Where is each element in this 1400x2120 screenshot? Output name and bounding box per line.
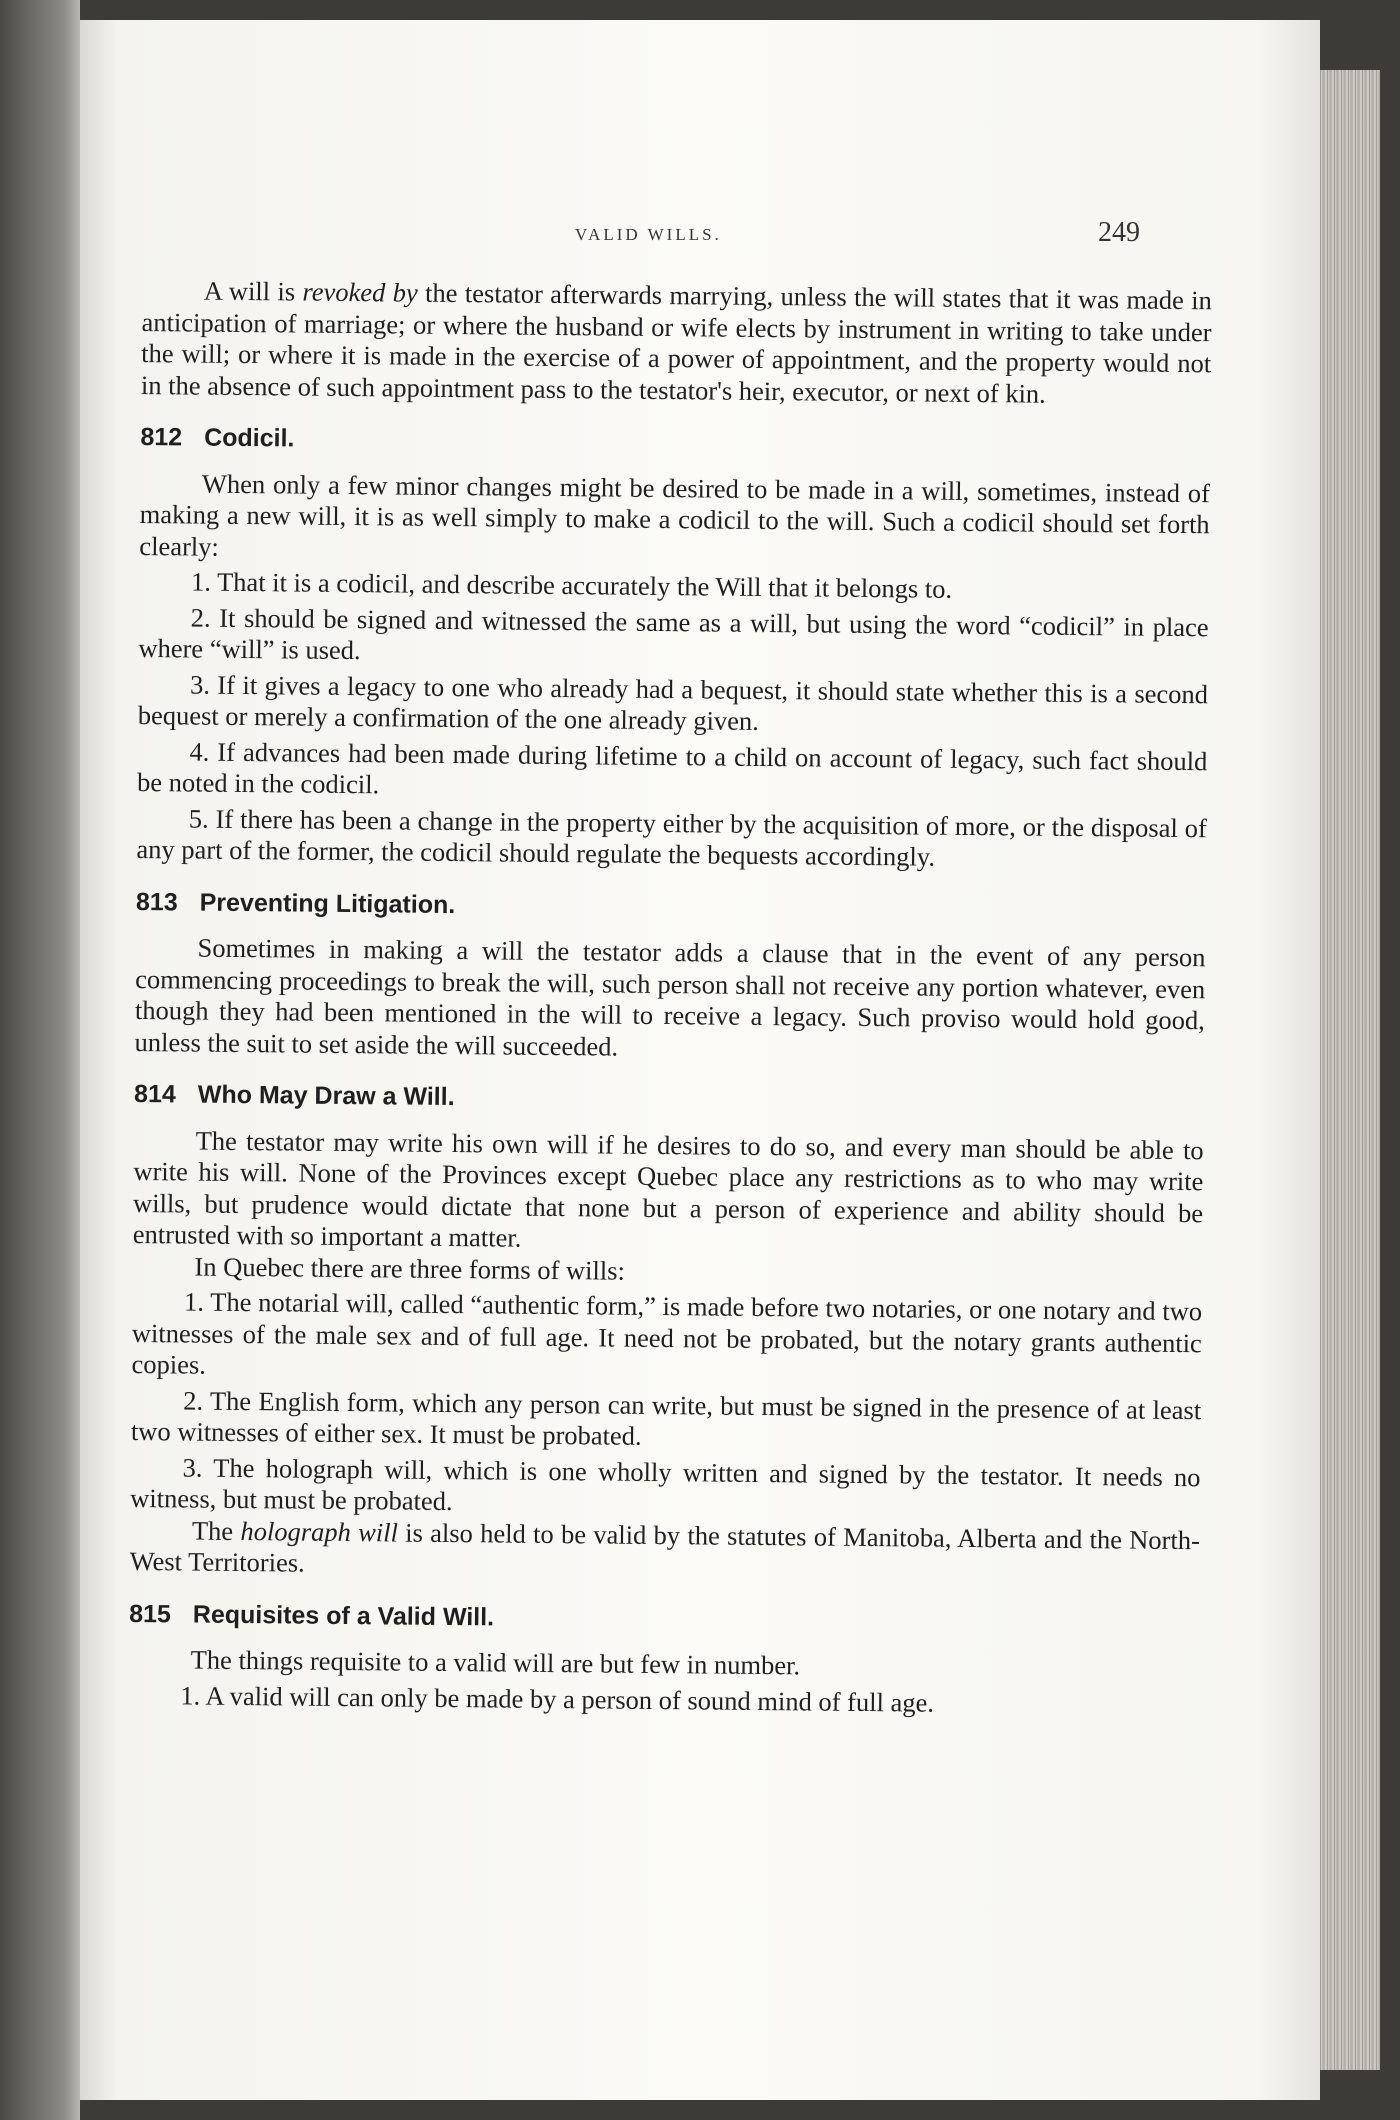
section-813-heading [136, 885, 1206, 928]
page-body [128, 275, 1212, 1721]
book-page [80, 20, 1320, 2100]
codicil-item-3: 3. If it gives a legacy to one who already had a bequest, it should state whether this is a second bequest or merely a confirmation of the one already given. [137, 668, 1209, 736]
section-815-heading [129, 1597, 1199, 1640]
quebec-intro: In Quebec there are three forms of wills: [194, 1251, 626, 1286]
codicil-paragraph: When only a few minor changes might be desired to be made in a will, sometimes, instead of making a new will, it is as well simply to make a codicil to the will. Such a codicil should set forth clearly: [139, 468, 1211, 562]
page-number: 249 [1098, 217, 1140, 248]
requisites-paragraph: The things requisite to a valid will are but few in number. [190, 1644, 801, 1681]
section-title: Preventing Litigation. [199, 888, 456, 919]
section-number: 815 [129, 1599, 172, 1628]
section-title: Who May Draw a Will. [197, 1080, 455, 1112]
codicil-item-5: 5. If there has been a change in the property either by the acquisition of more, or the disposal of any part of the former, the codicil should regulate the bequests accordingly. [136, 802, 1207, 872]
draw-will-paragraph: The testator may write his own will if he desires to do so, and every man should be able to write his will. None of the Provinces except Quebec place any restrictions as to who may write wills, but prudence would dictate that none but a person of experience and ability should be entrusted with so important a matter. [132, 1125, 1204, 1253]
section-812-heading [140, 421, 1210, 464]
section-number: 812 [140, 422, 183, 452]
section-number: 813 [135, 887, 178, 916]
holograph-paragraph: The holograph will is also held to be valid by the statutes of Manitoba, Alberta and the North-West Territories. [129, 1515, 1201, 1578]
quebec-form-2: 2. The English form, which any person can write, but must be signed in the presence of at least two witnesses of either sex. It must be probated. [130, 1384, 1202, 1451]
book-spine [0, 0, 80, 2120]
codicil-item-1: 1. That it is a codicil, and describe accurately the Will that it belongs to. [190, 566, 953, 604]
section-number: 814 [134, 1079, 176, 1109]
codicil-item-2: 2. It should be signed and witnessed the same as a will, but using the word “codicil” in place where “will” is used. [138, 601, 1209, 666]
section-title: Requisites of a Valid Will. [192, 1600, 495, 1631]
codicil-item-4: 4. If advances had been made during lifetime to a child on account of legacy, such fact should be noted in the codicil. [136, 735, 1208, 800]
quebec-form-3: 3. The holograph will, which is one wholly written and signed by the testator. It needs no witness, but must be probated. [130, 1451, 1201, 1517]
running-head: VALID WILLS. [575, 225, 722, 244]
section-title: Codicil. [204, 423, 295, 453]
litigation-paragraph: Sometimes in making a will the testator adds a clause that in the event of any person commencing proceedings to break the will, such person shall not receive any portion whatever, even though they had been mentioned in the will to receive a legacy. Such proviso would hold good, unless the suit to set aside the will succeeded. [134, 932, 1206, 1062]
quebec-form-1: 1. The notarial will, called “authentic form,” is made before two notaries, or one notary and two witnesses of the male sex and of full age. It need not be probated, but the notary grants authentic copies. [131, 1286, 1203, 1380]
section-814-heading [134, 1078, 1204, 1121]
intro-paragraph: A will is revoked by the testator afterwards marrying, unless the will states that it was made in anticipation of marriage; or where the husband or wife elects by instrument in writing to take under the will; or where it is made in the exercise of a power of appointment, and the property would not in the absence of such appointment pass to the testator's heir, executor, or next of kin. [140, 275, 1212, 409]
requisite-item-1: 1. A valid will can only be made by a person of sound mind of full age. [180, 1679, 935, 1718]
